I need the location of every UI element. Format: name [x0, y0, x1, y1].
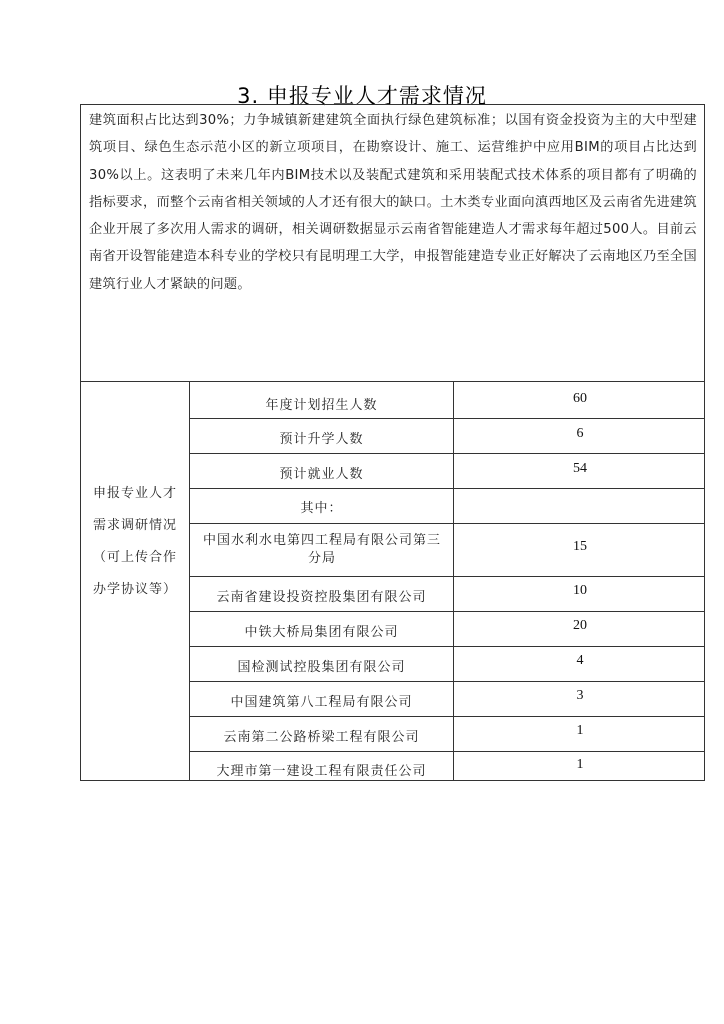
row-value-further-study: 6 — [576, 426, 584, 441]
requirements-paragraph: 建筑面积占比达到30%；力争城镇新建建筑全面执行绿色建筑标准；以国有资金投资为主的大中型建筑项目、绿色生态示范小区的新立项项目，在勘察设计、施工、运营维护中应用BIM的项目占比达到30%以上。这表明了未来几年内BIM技术以及装配式建筑和采用装配式技术体系的项目都有了明确的指标要求，而整个云南省相关领域的人才还有很大的缺口。土木类专业面向滇西地区及云南省先进建筑企业开展了多次用人需求的调研，相关调研数据显示云南省智能建造人才需求每年超过500人。目前云南省开设智能建造本科专业的学校只有昆明理工大学，申报智能建造专业正好解决了云南地区乃至全国建筑行业人才紧缺的问题。 — [89, 113, 697, 292]
row-value-employment: 54 — [573, 461, 587, 476]
row-line — [189, 453, 704, 454]
row-value-company: 4 — [576, 653, 584, 668]
requirements-table — [80, 104, 705, 781]
row-value-company: 10 — [573, 583, 587, 598]
row-value-company: 3 — [576, 688, 584, 703]
row-value-planned-enrollment: 60 — [573, 391, 587, 406]
row-name-company: 国检测试控股集团有限公司 — [237, 660, 406, 675]
row-name-employment: 预计就业人数 — [279, 467, 364, 482]
row-value-company: 1 — [576, 723, 584, 738]
row-line — [189, 523, 704, 524]
row-name-company: 云南第二公路桥梁工程有限公司 — [223, 730, 420, 745]
row-name-of-which: 其中： — [300, 501, 343, 516]
row-value-company: 1 — [576, 757, 584, 772]
row-line — [189, 681, 704, 682]
row-name-company: 中国水利水电第四工程局有限公司第三分局 — [202, 533, 441, 566]
page-title: 3. 申报专业人才需求情况 — [237, 84, 487, 108]
survey-label-line: 办学协议等） — [92, 582, 177, 597]
section-divider — [81, 381, 704, 382]
row-name-company: 大理市第一建设工程有限责任公司 — [216, 764, 427, 779]
row-value-company: 15 — [573, 539, 587, 554]
row-line — [189, 488, 704, 489]
survey-label-line: 申报专业人才 — [92, 486, 177, 501]
row-line — [189, 418, 704, 419]
survey-label-line: （可上传合作 — [92, 550, 177, 565]
row-name-further-study: 预计升学人数 — [279, 432, 364, 447]
row-line — [189, 611, 704, 612]
row-line — [189, 646, 704, 647]
row-line — [189, 716, 704, 717]
survey-label-line: 需求调研情况 — [92, 518, 177, 533]
row-name-company: 中国建筑第八工程局有限公司 — [230, 695, 413, 710]
row-name-company: 云南省建设投资控股集团有限公司 — [216, 590, 427, 605]
survey-label — [81, 478, 189, 606]
row-name-planned-enrollment: 年度计划招生人数 — [265, 398, 378, 413]
row-name-company: 中铁大桥局集团有限公司 — [244, 625, 399, 640]
row-line — [189, 576, 704, 577]
row-value-company: 20 — [573, 618, 587, 633]
row-line — [189, 751, 704, 752]
